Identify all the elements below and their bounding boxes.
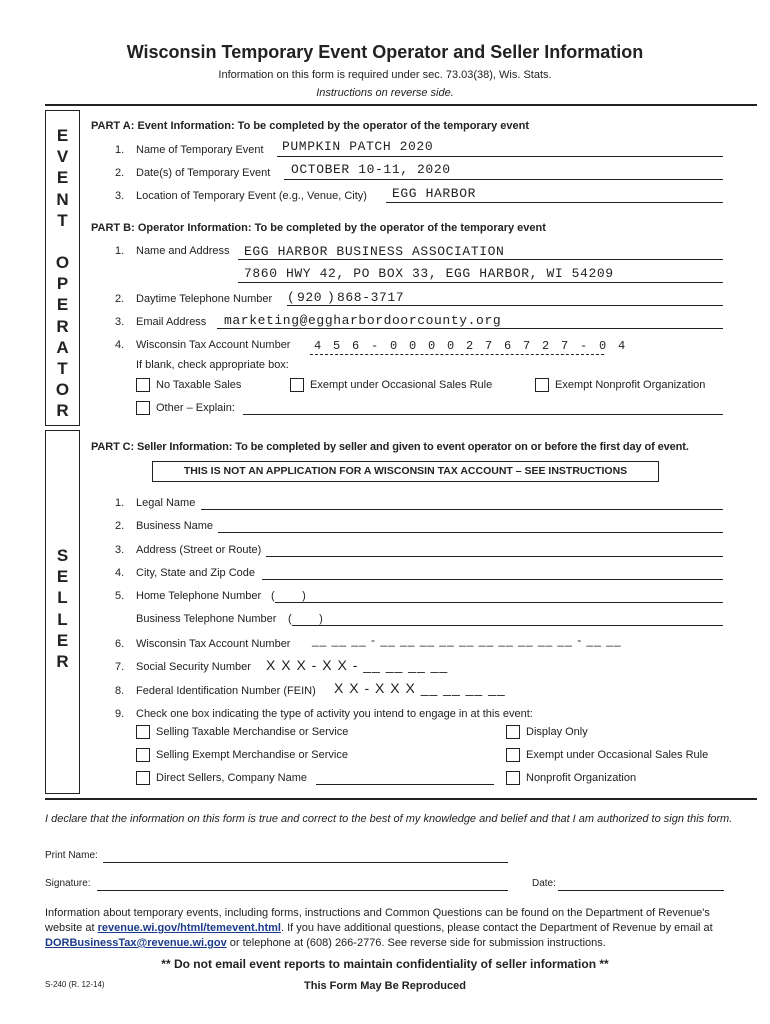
event-operator-letters	[46, 125, 79, 422]
rail-letter: R	[56, 316, 69, 336]
field-number: 3.	[115, 544, 125, 556]
field-number: 2.	[115, 293, 125, 305]
rail-letter: E	[56, 168, 69, 188]
event-location-line	[386, 202, 723, 203]
business-name-label: Business Name	[136, 520, 214, 532]
event-dates-value[interactable]: OCTOBER 10-11, 2020	[291, 162, 451, 177]
frame-top-rule	[45, 104, 757, 106]
field-number: 4.	[115, 339, 125, 351]
rail-letter: V	[56, 147, 69, 167]
rail-letter: R	[56, 652, 69, 672]
seller-rail	[45, 430, 80, 794]
street-address-label: Address (Street or Route)	[136, 544, 262, 556]
part-c-heading: PART C: Seller Information: To be completed by seller and given to event operator on or before the first day of event.	[91, 441, 689, 453]
part-b-heading: PART B: Operator Information: To be completed by the operator of the temporary event	[91, 222, 546, 234]
street-address-line[interactable]	[266, 556, 723, 557]
rail-letter: E	[56, 295, 69, 315]
rail-letter: P	[56, 274, 69, 294]
field-number: 6.	[115, 638, 125, 650]
nonprofit-org-checkbox[interactable]	[506, 771, 520, 785]
info-text-3: or telephone at (608) 266-2776. See reverse side for submission instructions.	[226, 937, 606, 949]
no-taxable-sales-label: No Taxable Sales	[156, 379, 242, 391]
direct-sellers-label: Direct Sellers, Company Name	[156, 772, 307, 784]
signature-line[interactable]	[97, 890, 508, 891]
event-name-label: Name of Temporary Event	[136, 144, 264, 156]
field-number: 2.	[115, 520, 125, 532]
other-explain-line[interactable]	[243, 414, 723, 415]
form-number: S-240 (R. 12-14)	[45, 980, 105, 989]
fein-label: Federal Identification Number (FEIN)	[136, 685, 316, 697]
ssn-label: Social Security Number	[136, 661, 251, 673]
display-only-checkbox[interactable]	[506, 725, 520, 739]
event-name-line	[277, 156, 723, 157]
operator-name-line	[238, 259, 723, 260]
phone-number-value[interactable]: 868-3717	[337, 290, 405, 305]
field-number: 7.	[115, 661, 125, 673]
rail-letter: O	[55, 253, 70, 273]
rail-letter: O	[55, 380, 70, 400]
other-label: Other – Explain:	[156, 402, 235, 414]
field-number: 3.	[115, 316, 125, 328]
confidentiality-warning: ** Do not email event reports to maintain confidentiality of seller information **	[161, 957, 609, 971]
rail-letter: N	[56, 189, 69, 209]
display-only-label: Display Only	[526, 726, 588, 738]
declaration-text: I declare that the information on this form is true and correct to the best of my knowledge and belief and that I am authorized to sign this form.	[45, 813, 733, 825]
frame-bottom-rule	[45, 798, 757, 800]
phone-close-paren: )	[327, 290, 336, 305]
email-line	[217, 328, 723, 329]
phone-area-code[interactable]: 920	[297, 290, 323, 305]
email-link[interactable]: DORBusinessTax@revenue.wi.gov	[45, 937, 227, 949]
phone-open-paren: (	[287, 290, 296, 305]
print-name-label: Print Name:	[45, 850, 98, 861]
legal-name-line[interactable]	[201, 509, 723, 510]
taxable-merchandise-label: Selling Taxable Merchandise or Service	[156, 726, 349, 738]
seller-tax-account-label: Wisconsin Tax Account Number	[136, 638, 291, 650]
email-label: Email Address	[136, 316, 207, 328]
exempt-merchandise-label: Selling Exempt Merchandise or Service	[156, 749, 348, 761]
reproduce-note: This Form May Be Reproduced	[304, 980, 466, 992]
occasional-sales-label: Exempt under Occasional Sales Rule	[310, 379, 493, 391]
rail-letter: E	[56, 630, 69, 650]
field-number: 1.	[115, 144, 125, 156]
rail-letter: L	[57, 609, 68, 629]
tax-account-value[interactable]: 4 5 6 - 0 0 0 0 2 7 6 7 2 7 - 0 4	[314, 339, 628, 353]
blank-note: If blank, check appropriate box:	[136, 359, 289, 371]
info-text-2: . If you have additional questions, please contact the Department of Revenue by email at	[280, 922, 713, 934]
event-location-label: Location of Temporary Event (e.g., Venue, City)	[136, 190, 367, 202]
tax-account-label: Wisconsin Tax Account Number	[136, 339, 291, 351]
activity-occasional-sales-checkbox[interactable]	[506, 748, 520, 762]
home-phone-parens: ( )	[271, 590, 306, 602]
operator-address-line	[238, 282, 723, 283]
no-taxable-sales-checkbox[interactable]	[136, 378, 150, 392]
business-name-line[interactable]	[218, 532, 723, 533]
fein-mask[interactable]: X X - X X X __ __ __ __	[334, 680, 506, 696]
nonprofit-label: Exempt Nonprofit Organization	[555, 379, 706, 391]
taxable-merchandise-checkbox[interactable]	[136, 725, 150, 739]
part-a-heading: PART A: Event Information: To be completed by the operator of the temporary event	[91, 120, 530, 132]
email-value[interactable]: marketing@eggharbordoorcounty.org	[224, 313, 502, 328]
activity-occasional-sales-label: Exempt under Occasional Sales Rule	[526, 749, 709, 761]
event-dates-label: Date(s) of Temporary Event	[136, 167, 271, 179]
tax-account-line	[310, 354, 604, 355]
company-name-line[interactable]	[316, 784, 494, 785]
event-operator-rail	[45, 110, 80, 426]
field-number: 5.	[115, 590, 125, 602]
rail-letter: L	[57, 588, 68, 608]
not-application-notice: THIS IS NOT AN APPLICATION FOR A WISCONSIN TAX ACCOUNT – SEE INSTRUCTIONS	[152, 461, 659, 482]
field-number: 1.	[115, 497, 125, 509]
field-number: 2.	[115, 167, 125, 179]
nonprofit-org-label: Nonprofit Organization	[526, 772, 637, 784]
rail-letter: E	[56, 567, 69, 587]
activity-instruction: Check one box indicating the type of activity you intend to engage in at this event:	[136, 708, 533, 720]
rail-letter: S	[56, 546, 69, 565]
instructions-note: Instructions on reverse side.	[316, 87, 454, 99]
rail-letter: E	[56, 126, 69, 145]
phone-line	[287, 305, 723, 306]
form-title: Wisconsin Temporary Event Operator and Seller Information	[126, 42, 644, 62]
info-text-1: Information about temporary events, including forms, instructions and Common Questions can be found on the Department of Revenue's website at	[45, 907, 710, 934]
field-number: 1.	[115, 245, 125, 257]
signature-label: Signature:	[45, 878, 91, 889]
city-state-zip-label: City, State and Zip Code	[136, 567, 256, 579]
exempt-merchandise-checkbox[interactable]	[136, 748, 150, 762]
daytime-phone-label: Daytime Telephone Number	[136, 293, 273, 305]
seller-tax-account-mask[interactable]: __ __ __ - __ __ __ __ __ __ __ __ __ __ - __ __	[312, 633, 622, 647]
event-dates-line	[284, 179, 723, 180]
date-label: Date:	[532, 878, 556, 889]
nonprofit-checkbox[interactable]	[535, 378, 549, 392]
operator-name-value[interactable]: EGG HARBOR BUSINESS ASSOCIATION	[244, 244, 505, 259]
field-number: 8.	[115, 685, 125, 697]
direct-sellers-checkbox[interactable]	[136, 771, 150, 785]
operator-name-label: Name and Address	[136, 245, 230, 257]
seller-letters	[46, 545, 79, 672]
info-paragraph	[45, 906, 735, 951]
date-line[interactable]	[558, 890, 724, 891]
other-checkbox[interactable]	[136, 401, 150, 415]
event-name-value[interactable]: PUMPKIN PATCH 2020	[282, 139, 434, 154]
rail-letter: T	[57, 210, 68, 230]
event-location-value[interactable]: EGG HARBOR	[392, 186, 477, 201]
city-state-zip-line[interactable]	[262, 579, 723, 580]
field-number: 4.	[115, 567, 125, 579]
business-phone-label: Business Telephone Number	[136, 613, 277, 625]
field-number: 3.	[115, 190, 125, 202]
ssn-mask[interactable]: X X X - X X - __ __ __ __	[266, 657, 449, 673]
home-phone-label: Home Telephone Number	[136, 590, 262, 602]
form-subtitle: Information on this form is required under sec. 73.03(38), Wis. Stats.	[218, 69, 552, 81]
business-phone-line[interactable]	[292, 625, 723, 626]
rail-spacer	[46, 231, 79, 252]
print-name-line[interactable]	[103, 862, 508, 863]
field-number: 9.	[115, 708, 125, 720]
rail-letter: A	[56, 337, 69, 357]
legal-name-label: Legal Name	[136, 497, 196, 509]
business-phone-parens: ( )	[288, 613, 323, 625]
operator-address-value[interactable]: 7860 HWY 42, PO BOX 33, EGG HARBOR, WI 54209	[244, 266, 614, 281]
temp-event-link[interactable]: revenue.wi.gov/html/temevent.html	[97, 922, 281, 934]
home-phone-line[interactable]	[275, 602, 723, 603]
occasional-sales-checkbox[interactable]	[290, 378, 304, 392]
rail-letter: T	[57, 359, 68, 379]
rail-letter: R	[56, 401, 69, 421]
